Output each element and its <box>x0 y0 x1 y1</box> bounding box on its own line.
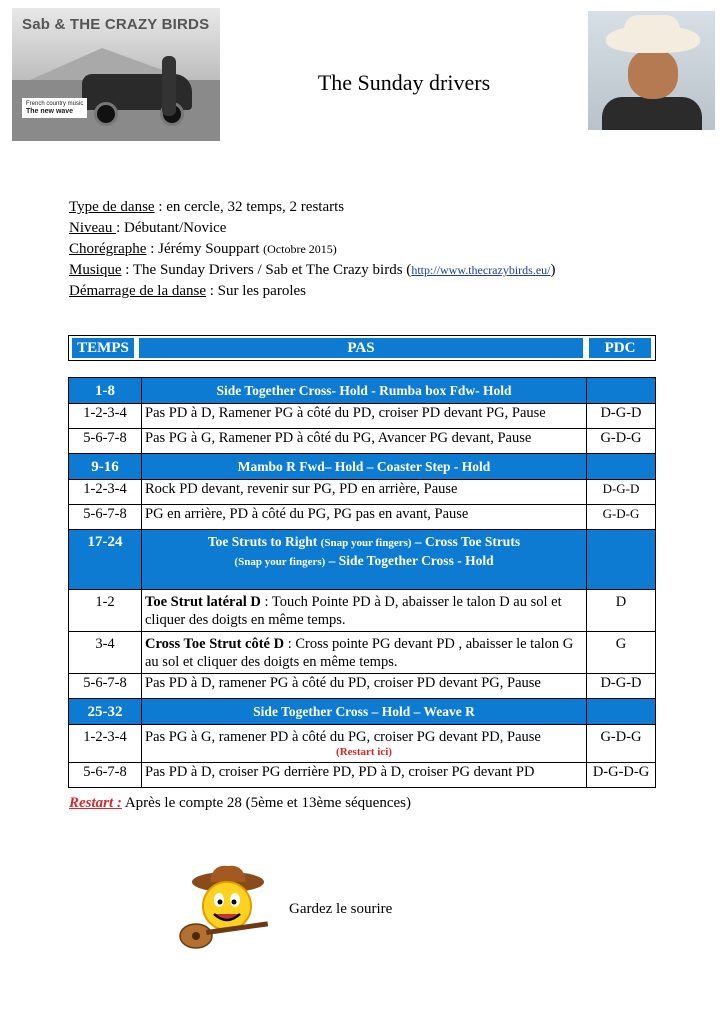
row-step: Pas PD à D, ramener PG à côté du PD, croiser PD devant PG, Pause <box>142 674 587 699</box>
row-step: Pas PG à G, Ramener PD à côté du PG, Avancer PG devant, Pause <box>142 429 587 454</box>
start-value: : Sur les paroles <box>206 283 306 299</box>
section-row <box>69 378 656 404</box>
table-row <box>69 674 656 699</box>
section-row <box>69 530 656 590</box>
row-step: Pas PD à D, croiser PG derrière PD, PD à D, croiser PG devant PD <box>142 763 587 788</box>
row-step-text: Pas PG à G, ramener PD à côté du PG, croiser PG devant PD, Pause <box>145 729 541 745</box>
header-temps: TEMPS <box>72 338 134 358</box>
info-type <box>69 197 556 218</box>
row-count: 5-6-7-8 <box>69 674 142 699</box>
table-row <box>69 429 656 454</box>
dance-info <box>69 197 556 302</box>
level-value: : Débutant/Novice <box>116 220 227 236</box>
section-title: Mambo R Fwd– Hold – Coaster Step - Hold <box>142 454 587 480</box>
row-pdc: G-D-G <box>587 505 656 530</box>
row-count: 5-6-7-8 <box>69 505 142 530</box>
table-header <box>68 335 656 361</box>
row-count: 1-2-3-4 <box>69 725 142 763</box>
restart-note: (Restart ici) <box>336 746 392 758</box>
row-count: 5-6-7-8 <box>69 429 142 454</box>
photo-shirt <box>602 97 702 130</box>
row-step: Rock PD devant, revenir sur PG, PD en arrière, Pause <box>142 480 587 505</box>
row-count: 1-2-3-4 <box>69 404 142 429</box>
guitar-hole <box>192 932 200 940</box>
section-row <box>69 699 656 725</box>
info-start <box>69 281 556 302</box>
table-row <box>69 632 656 674</box>
row-step-text: : Touch Pointe PD à D, abaisser le talon D au sol et cliquer des doigts en même temps. <box>145 594 562 628</box>
table-row <box>69 404 656 429</box>
logo-title: Sab & THE CRAZY BIRDS <box>22 16 210 33</box>
music-value: : The Sunday Drivers / Sab et The Crazy birds ( <box>121 262 412 278</box>
hat-crown-shape <box>210 866 246 882</box>
row-pdc: D-G-D <box>587 480 656 505</box>
restart-label: Restart : <box>69 795 122 811</box>
section-title: Side Together Cross- Hold - Rumba box Fdw- Hold <box>142 378 587 404</box>
row-pdc: D-G-D <box>587 674 656 699</box>
logo-subtitle <box>22 98 87 118</box>
section-title: Side Together Cross – Hold – Weave R <box>142 699 587 725</box>
section-title <box>142 530 587 590</box>
row-pdc: D-G-D-G <box>587 763 656 788</box>
row-step: Pas PD à D, Ramener PG à côté du PD, croiser PD devant PG, Pause <box>142 404 587 429</box>
type-label: Type de danse <box>69 199 155 215</box>
row-pdc: G-D-G <box>587 725 656 763</box>
row-pdc: D-G-D <box>587 404 656 429</box>
level-label: Niveau <box>69 220 117 236</box>
snap-note: (Snap your fingers) <box>320 537 412 549</box>
section-pdc <box>587 378 656 404</box>
section-title-c: – Side Together Cross - Hold <box>325 553 494 568</box>
info-music <box>69 260 556 281</box>
info-level <box>69 218 556 239</box>
music-end: ) <box>550 262 556 278</box>
section-counts: 9-16 <box>69 454 142 480</box>
row-count: 5-6-7-8 <box>69 763 142 788</box>
pupil <box>218 900 223 905</box>
type-value: : en cercle, 32 temps, 2 restarts <box>154 199 345 215</box>
footer-smile-text: Gardez le sourire <box>289 901 393 917</box>
hat-crown <box>624 15 680 39</box>
wheel-icon <box>94 102 118 126</box>
photo-face <box>628 49 678 99</box>
row-pdc: D <box>587 590 656 632</box>
chor-date: (Octobre 2015) <box>263 242 337 256</box>
snap-note: (Snap your fingers) <box>234 556 326 568</box>
info-choreographer <box>69 239 556 260</box>
smiley-face <box>203 882 251 930</box>
cowboy-smiley-icon <box>170 862 275 954</box>
header-pdc: PDC <box>589 338 651 358</box>
table-row <box>69 725 656 763</box>
pupil <box>232 900 237 905</box>
row-step <box>142 632 587 674</box>
row-step: PG en arrière, PD à côté du PG, PG pas en avant, Pause <box>142 505 587 530</box>
row-count: 1-2 <box>69 590 142 632</box>
row-pdc: G-D-G <box>587 429 656 454</box>
table-row <box>69 505 656 530</box>
header-pas: PAS <box>139 338 583 358</box>
start-label: Démarrage de la danse <box>69 283 207 299</box>
section-title-a: Toe Struts to Right <box>207 534 321 549</box>
section-pdc <box>587 530 656 590</box>
singer-figure <box>162 56 176 116</box>
table-row <box>69 590 656 632</box>
row-pdc: G <box>587 632 656 674</box>
row-step <box>142 590 587 632</box>
chor-value: : Jérémy Souppart <box>146 241 264 257</box>
table-row <box>69 763 656 788</box>
section-counts: 1-8 <box>69 378 142 404</box>
logo-sub2: The new wave <box>26 108 74 115</box>
restart-text: Après le compte 28 (5ème et 13ème séquences) <box>121 795 411 811</box>
row-step <box>142 725 587 763</box>
music-label: Musique <box>69 262 122 278</box>
row-step-bold: Cross Toe Strut côté D <box>145 636 285 652</box>
music-link[interactable]: http://www.thecrazybirds.eu/ <box>411 263 551 277</box>
page-title: The Sunday drivers <box>317 70 491 95</box>
restart-info <box>69 795 411 812</box>
section-counts: 17-24 <box>69 530 142 590</box>
steps-table <box>68 377 656 788</box>
logo-sub1: French country music <box>26 101 84 107</box>
row-step-text: : Cross pointe PG devant PD , abaisser le talon G au sol et cliquer des doigts en même temps. <box>145 636 574 670</box>
row-count: 1-2-3-4 <box>69 480 142 505</box>
band-logo <box>12 8 220 141</box>
section-pdc <box>587 454 656 480</box>
row-step-bold: Toe Strut latéral D <box>145 594 261 610</box>
table-row <box>69 480 656 505</box>
section-title-b: – Cross Toe Struts <box>411 534 521 549</box>
section-row <box>69 454 656 480</box>
section-counts: 25-32 <box>69 699 142 725</box>
section-pdc <box>587 699 656 725</box>
choreographer-photo <box>588 11 715 130</box>
row-count: 3-4 <box>69 632 142 674</box>
chor-label: Chorégraphe <box>69 241 147 257</box>
